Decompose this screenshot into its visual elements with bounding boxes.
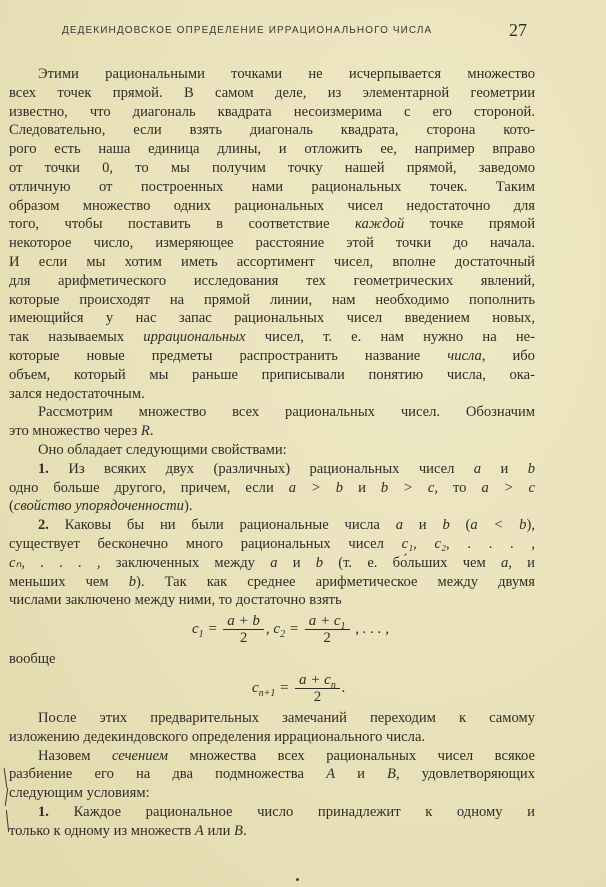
numerator-text: a + c <box>308 613 341 630</box>
text-run: известно, что диагональ квадрата несоизмерима с его стороной. <box>9 103 535 120</box>
text-run: и <box>403 517 443 534</box>
emphasis-text: a <box>395 517 403 534</box>
text-run: изложению дедекиндовского определения иррационального числа. <box>9 728 426 745</box>
emphasis-text: b <box>527 460 536 477</box>
text-run: и <box>277 554 316 571</box>
fraction <box>305 613 350 646</box>
text-line <box>9 784 535 803</box>
text-line <box>9 535 535 554</box>
text-run: ( <box>9 498 14 515</box>
text-run: некоторое число, измеряющее расстояние этой точки до начала. <box>9 235 535 252</box>
text-run: и <box>343 479 381 496</box>
text-run: которые новые предметы распространить название <box>9 347 448 364</box>
text-line <box>9 103 535 122</box>
emphasis-text: b > c <box>380 479 435 496</box>
text-line <box>9 347 535 366</box>
text-line: вообще <box>9 651 56 668</box>
text-line <box>9 197 535 216</box>
emphasis-text: a <box>473 460 482 477</box>
text-run: (т. е. бо́льших чем <box>323 554 501 571</box>
page-header <box>0 22 606 42</box>
text-run: зался недостаточным. <box>9 385 145 402</box>
text-run: и <box>334 766 388 783</box>
emphasis-text: c₁ <box>401 535 414 552</box>
emphasis-text: B <box>234 822 243 839</box>
text-run: Рассмотрим множество всех рациональных чисел. Обозначим <box>38 404 535 421</box>
emphasis-text: A <box>194 822 204 839</box>
text-line <box>9 554 535 573</box>
text-line <box>9 822 535 841</box>
text-run: того, чтобы поставить в соответствие <box>9 216 356 233</box>
text-run: это множество через <box>9 423 141 440</box>
margin-pencil-mark <box>5 788 9 806</box>
text-run: которые происходят на прямой линии, нам необходимо пополнить <box>9 291 535 308</box>
formula-subscript: 2 <box>280 629 286 641</box>
text-run: . <box>242 822 247 839</box>
text-run: . <box>149 423 154 440</box>
text-run: Этими рациональными точками не исчерпывается множество <box>38 66 535 82</box>
formula-symbol: c <box>273 621 281 638</box>
text-run: числами заключено между ними, то достаточно взять <box>9 592 342 609</box>
text-run: рого есть наша единица длины, и отложить ее, например вправо <box>9 141 535 158</box>
page-body <box>9 65 535 840</box>
text-run: имеющийся у нас запас рациональных чисел введением новых, <box>9 310 535 327</box>
text-run: образом множество одних рациональных чисел недостаточно для <box>9 197 535 214</box>
formula-subscript: n+1 <box>258 687 276 699</box>
text-run: Назовем <box>38 747 112 764</box>
formula-equals: = <box>207 621 218 638</box>
text-line <box>9 272 535 291</box>
emphasis-text: a < b <box>470 517 527 534</box>
text-line <box>9 573 535 592</box>
emphasis-text: a > b <box>288 479 344 496</box>
text-run: существует бесконечно много рациональных чисел <box>9 535 402 552</box>
margin-pencil-mark <box>4 768 8 788</box>
text-line <box>9 709 535 728</box>
text-run: объем, который мы раньше приписывали понятию числа, ока- <box>9 366 535 383</box>
numerator-text: a + c <box>299 671 331 688</box>
text-line <box>9 234 535 253</box>
text-line <box>9 140 535 159</box>
formula-equals: = <box>279 679 290 696</box>
text-section-before-formulas <box>9 65 535 610</box>
text-line <box>9 747 535 766</box>
text-line <box>9 309 535 328</box>
text-line <box>9 460 535 479</box>
text-line <box>9 728 535 747</box>
formula-c1-c2 <box>9 610 535 650</box>
emphasis-text: a > c <box>481 479 535 496</box>
emphasis-text: a <box>501 554 509 571</box>
text-line <box>9 178 535 197</box>
text-run: Следовательно, если взять диагональ квадрата, сторона кото- <box>9 122 535 139</box>
paragraph <box>9 803 535 841</box>
text-run: , . . . , заключенных между <box>21 554 271 571</box>
text-line <box>9 65 535 84</box>
text-run: и <box>481 460 528 477</box>
text-run: разбиение его на два подмножества <box>9 766 327 783</box>
text-line <box>9 479 535 498</box>
item-number: 2. <box>38 517 49 534</box>
text-run: , удовлетворяющих <box>395 766 535 783</box>
text-line <box>9 765 535 784</box>
text-section-after-formulas <box>9 709 535 841</box>
fraction <box>295 672 340 705</box>
text-line <box>9 121 535 140</box>
text-run: , <box>413 535 435 552</box>
emphasis-text: b <box>128 573 137 590</box>
emphasis-text: a <box>270 554 278 571</box>
text-line <box>9 84 535 103</box>
formula-symbol: c <box>192 621 199 638</box>
numerator: a + b <box>223 613 264 630</box>
formula-c-n-plus-1 <box>9 669 535 709</box>
text-run: одно больше другого, причем, если <box>9 479 289 496</box>
emphasis-text: b <box>442 517 450 534</box>
formula-tail: , . . . , <box>355 621 389 638</box>
denominator: 2 <box>323 630 331 647</box>
text-run: ). <box>183 498 193 515</box>
paragraph <box>9 709 535 747</box>
text-run: Каковы бы ни были рациональные числа <box>48 517 396 534</box>
emphasis-text: c₂ <box>434 535 447 552</box>
text-line <box>9 385 535 404</box>
emphasis-text: cₙ <box>9 554 22 571</box>
text-run: ( <box>449 517 471 534</box>
text-run: , ибо <box>481 347 535 364</box>
emphasis-text: A <box>326 766 335 783</box>
denominator: 2 <box>313 688 322 705</box>
text-line <box>9 803 535 822</box>
formula-tail: . <box>341 679 346 696</box>
item-number: 1. <box>38 460 49 477</box>
formula-subscript: n <box>330 679 336 691</box>
paragraph <box>9 403 535 441</box>
text-line <box>9 291 535 310</box>
text-run: После этих предварительных замечаний переходим к самому <box>38 709 535 726</box>
text-run: для арифметического исследования тех геометрических явлений, <box>9 272 535 289</box>
text-run: , и <box>508 554 535 571</box>
text-run: следующим условиям: <box>9 785 150 802</box>
numerator <box>295 672 340 689</box>
formula-symbol: c <box>252 679 259 696</box>
text-run: точке прямой <box>404 216 536 233</box>
numerator <box>305 613 350 633</box>
emphasis-text: R <box>140 423 150 440</box>
paragraph <box>9 516 535 610</box>
denominator: 2 <box>239 630 248 647</box>
formula-equals: = <box>288 621 299 638</box>
text-line <box>9 366 535 385</box>
paragraph <box>9 65 535 403</box>
emphasis-text: B <box>387 766 396 783</box>
text-run: или <box>203 822 235 839</box>
text-run: Оно обладает следующими свойствами: <box>38 441 287 458</box>
text-run: Каждое рациональное число принадлежит к одному и <box>48 803 535 820</box>
text-run: от точки 0, то мы получим точку нашей прямой, заведомо <box>9 159 535 176</box>
emphasis-text: свойство упорядоченности <box>13 498 184 515</box>
text-run: Из всяких двух (различных) рациональных чисел <box>48 460 474 477</box>
text-run: чисел, т. е. нам нужно на не- <box>245 329 535 346</box>
item-number: 1. <box>38 803 49 820</box>
text-line <box>9 516 535 535</box>
formula-subscript: 1 <box>198 629 204 641</box>
emphasis-text: иррациональных <box>143 329 246 346</box>
paragraph <box>9 460 535 516</box>
text-line <box>9 591 535 610</box>
emphasis-text: числа <box>447 347 482 364</box>
text-run: И если мы хотим иметь ассортимент чисел, вполне достаточный <box>9 253 535 270</box>
text-line <box>9 422 535 441</box>
paper-speck <box>296 878 299 881</box>
formula-subscript: 1 <box>340 621 346 633</box>
fraction <box>223 613 264 646</box>
text-line <box>9 159 535 178</box>
text-run: ), <box>526 517 535 534</box>
text-line <box>9 253 535 272</box>
text-run: , то <box>434 479 482 496</box>
text-run: только к одному из множеств <box>9 822 195 839</box>
page-number: 27 <box>509 20 527 40</box>
emphasis-text: каждой <box>355 216 405 233</box>
text-run: ). Так как среднее арифметическое между двумя <box>136 573 536 590</box>
emphasis-text: b <box>315 554 324 571</box>
emphasis-text: сечением <box>112 747 168 764</box>
text-line <box>9 403 535 422</box>
formula-separator: , <box>265 621 270 638</box>
paragraph <box>9 441 535 460</box>
running-title: ДЕДЕКИНДОВСКОЕ ОПРЕДЕЛЕНИЕ ИРРАЦИОНАЛЬНОГО ЧИСЛА <box>62 25 433 36</box>
paragraph <box>9 747 535 803</box>
text-line <box>9 441 535 460</box>
text-run: меньших чем <box>9 573 129 590</box>
text-line <box>9 497 535 516</box>
text-line <box>9 328 535 347</box>
text-run: так называемых <box>9 329 144 346</box>
text-run: отличную от построенных нами рациональных точек. Таким <box>9 178 535 195</box>
text-run: множества всех рациональных чисел всякое <box>167 747 535 764</box>
text-run: , . . . , <box>446 535 535 552</box>
text-run: всех точек прямой. В самом деле, из элементарной геометрии <box>9 84 535 101</box>
text-line <box>9 215 535 234</box>
